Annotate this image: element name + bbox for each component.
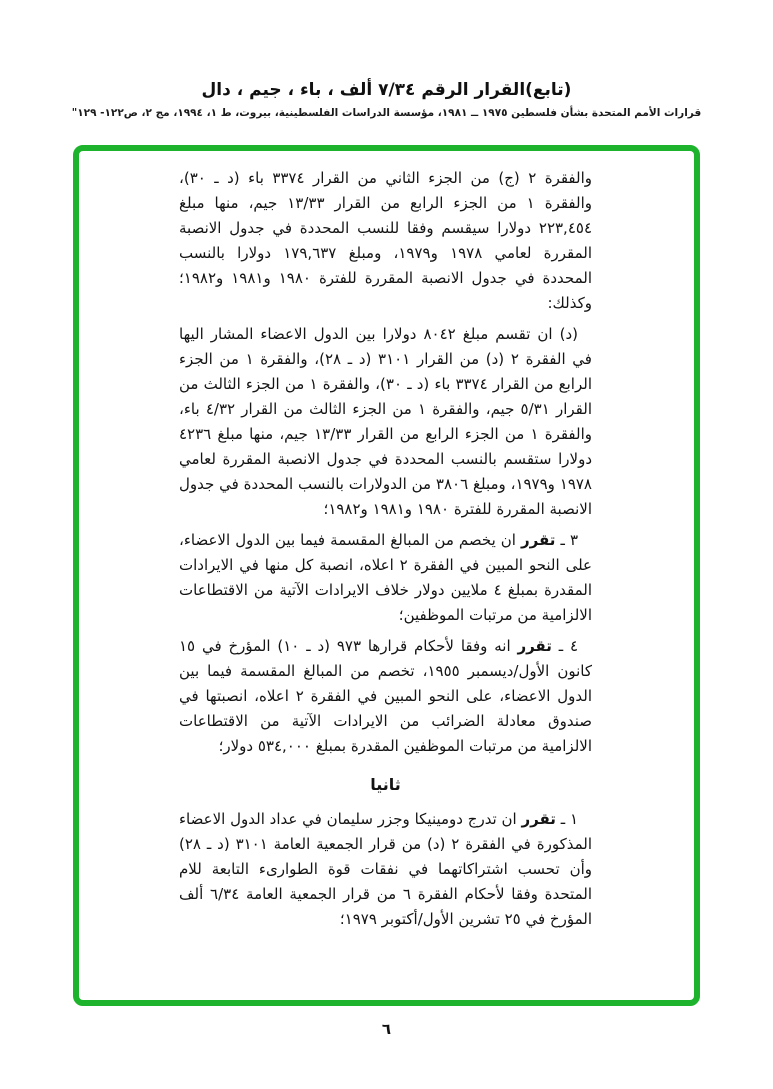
section-heading	[179, 772, 592, 797]
text-run: ان تدرج دومينيكا وجزر سليمان في عداد الدول الاعضاء المذكورة في الفقرة ٢ (د) من قرار الجمعية العامة ٣١٠١ (د ـ ٢٨) وأن تحسب اشتراكاتهما في نفقات قوة الطوارىء التابعة للام المتحدة وفقا لأحكام الفقرة ٦ من قرار الجمعية العامة ٦/٣٤ ألف المؤرخ في ٢٥ تشرين الأول/أكتوبر ١٩٧٩؛	[179, 810, 592, 928]
bold-run: تقرر	[521, 531, 556, 549]
text-run: ٣ ـ	[555, 531, 578, 549]
text-run: ان يخصم من المبالغ المقسمة فيما بين الدول الاعضاء، على النحو المبين في الفقرة ٢ اعلاه، انصبة كل منها في الايرادات المقدرة بمبلغ ٤ ملايين دولار خلاف الايرادات الآتية من الاقتطاعات الالزامية من مرتبات الموظفين؛	[179, 531, 593, 624]
text-run: انه وفقا لأحكام قرارها ٩٧٣ (د ـ ١٠) المؤرخ في ١٥ كانون الأول/ديسمبر ١٩٥٥، تخصم من المبالغ المقسمة فيما بين الدول الاعضاء، على النحو المبين في الفقرة ٢ اعلاه، انصبتها في صندوق معادلة الضرائب من الايرادات الآتية من الاقتطاعات الالزامية من مرتبات الموظفين المقدرة بمبلغ ٥٣٤,٠٠٠ دولار؛	[179, 637, 592, 755]
text-run: ١ ـ	[555, 810, 578, 828]
paragraph	[179, 322, 592, 522]
text-run: والفقرة ٢ (ج) من الجزء الثاني من القرار ٣٣٧٤ باء (د ـ ٣٠)، والفقرة ١ من الجزء الرابع من القرار ١٣/٣٣ جيم، منها مبلغ ٢٢٣,٤٥٤ دولارا سيقسم وفقا للنسب المحددة في جدول الانصبة المقررة لعامي ١٩٧٨ و١٩٧٩، ومبلغ ١٧٩,٦٣٧ دولارا بالنسب المحددة في جدول الانصبة المقررة للفترة ١٩٨٠ و١٩٨١ و١٩٨٢؛ وكذلك:	[179, 169, 592, 312]
paragraph	[179, 528, 592, 628]
text-run: (د) ان تقسم مبلغ ٨٠٤٢ دولارا بين الدول الاعضاء المشار اليها في الفقرة ٢ (د) من القرار ٣١٠١ (د ـ ٢٨)، والفقرة ١ من الجزء الرابع من القرار ٣٣٧٤ باء (د ـ ٣٠)، والفقرة ١ من الجزء الثالث من القرار ٥/٣١ جيم، والفقرة ١ من الجزء الثالث من القرار ٤/٣٢ باء، والفقرة ١ من الجزء الرابع من القرار ١٣/٣٣ جيم، منها مبلغ ٤٢٣٦ دولارا ستقسم بالنسب المحددة في جدول الانصبة المقررة لعامي ١٩٧٨ و١٩٧٩، ومبلغ ٣٨٠٦ من الدولارات بالنسب المحددة في جدول الانصبة المقررة للفترة ١٩٨٠ و١٩٨١ و١٩٨٢؛	[179, 325, 592, 518]
page-number: ٦	[381, 1020, 392, 1038]
resolution-title: (تابع)القرار الرقم ٧/٣٤ ألف ، باء ، جيم ، دال	[201, 80, 572, 100]
page-header	[0, 80, 773, 119]
text-run: ٤ ـ	[551, 637, 578, 655]
bold-run: ثانيا	[370, 775, 401, 794]
paragraph	[179, 166, 592, 316]
paragraph	[179, 634, 592, 759]
document-body	[179, 166, 592, 938]
paragraph	[179, 807, 592, 932]
bold-run: تقرر	[521, 810, 556, 828]
source-citation: قرارات الأمم المتحدة بشأن فلسطين ١٩٧٥ ــ ١٩٨١، مؤسسة الدراسات الفلسطينية، بيروت، ط ١، ١٩٩٤، مج ٢، ص١٢٢- ١٢٩"	[71, 107, 702, 119]
bold-run: تقرر	[517, 637, 552, 655]
